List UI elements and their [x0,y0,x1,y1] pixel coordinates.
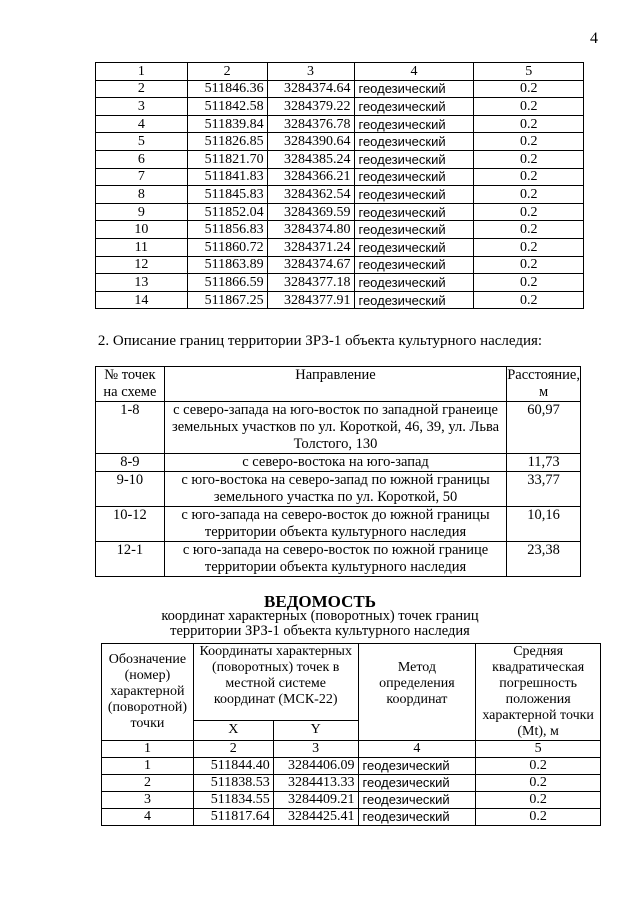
coord-y: 3284369.59 [267,203,354,221]
table-row [96,150,584,168]
table-row [96,98,584,116]
point-number: 11 [96,238,188,256]
coord-y: 3284385.24 [267,150,354,168]
coord-x: 511866.59 [187,274,267,292]
point-number: 4 [96,115,188,133]
coord-y: 3284390.64 [267,133,354,151]
vedomost-subtitle-line: координат характерных (поворотных) точек границ [161,608,479,624]
vedomost-subtitle [0,609,640,639]
method: геодезический [354,98,474,116]
coord-y: 3284379.22 [267,98,354,116]
table-row [96,186,584,204]
column-number: 5 [476,741,601,758]
coord-x: 511845.83 [187,186,267,204]
table-row [96,542,581,577]
coord-x: 511841.83 [187,168,267,186]
table-row [96,402,581,454]
point-number: 9 [96,203,188,221]
vedomost-table [101,643,601,826]
coord-y: 3284374.67 [267,256,354,274]
coord-y: 3284377.18 [267,274,354,292]
point-number: 6 [96,150,188,168]
coord-y: 3284413.33 [273,775,358,792]
segment-distance: 11,73 [507,454,581,472]
error: 0.2 [474,168,584,186]
coord-y: 3284409.21 [273,792,358,809]
method: геодезический [354,168,474,186]
header-cell: 3 [267,63,354,81]
method: геодезический [354,186,474,204]
table-row [96,238,584,256]
table-row [96,115,584,133]
error: 0.2 [474,98,584,116]
table-header-row [96,367,581,402]
error: 0.2 [474,291,584,309]
segment-direction: с северо-запада на юго-восток по западной гранеице земельных участков по ул. Короткой, 46, 39, ул. Льва Толстого, 130 [164,402,506,454]
column-number: 2 [193,741,273,758]
coord-x: 511817.64 [193,809,273,826]
coord-x: 511821.70 [187,150,267,168]
error: 0.2 [476,809,601,826]
coord-x: 511863.89 [187,256,267,274]
table-row [102,809,601,826]
point-number: 14 [96,291,188,309]
error: 0.2 [476,758,601,775]
header-cell: 1 [96,63,188,81]
method: геодезический [354,238,474,256]
method: геодезический [354,256,474,274]
method: геодезический [354,150,474,168]
header-coordinates: Координаты характерных (поворотных) точек в местной системе координат (МСК-22) [193,644,358,721]
error: 0.2 [474,133,584,151]
error: 0.2 [474,256,584,274]
header-y: Y [273,720,358,740]
header-cell: 2 [187,63,267,81]
table-row [96,507,581,542]
table-header-row [96,63,584,81]
coord-x: 511834.55 [193,792,273,809]
point-number: 5 [96,133,188,151]
coord-y: 3284374.80 [267,221,354,239]
method: геодезический [354,115,474,133]
header-cell: 4 [354,63,474,81]
error: 0.2 [474,80,584,98]
header-direction: Направление [164,367,506,402]
point-number: 1 [102,758,194,775]
column-number: 4 [358,741,476,758]
method: геодезический [354,133,474,151]
segment-distance: 60,97 [507,402,581,454]
error: 0.2 [474,186,584,204]
point-number: 12 [96,256,188,274]
vedomost-title: ВЕДОМОСТЬ [264,592,376,611]
segment-points: 9-10 [96,472,165,507]
segment-points: 12-1 [96,542,165,577]
table-header-row [102,644,601,721]
coord-y: 3284362.54 [267,186,354,204]
table-row [96,80,584,98]
segment-points: 1-8 [96,402,165,454]
point-number: 2 [102,775,194,792]
point-number: 13 [96,274,188,292]
table-row [102,775,601,792]
table-row [96,133,584,151]
error: 0.2 [474,115,584,133]
method: геодезический [358,792,476,809]
boundary-description-table [95,366,581,577]
point-number: 3 [96,98,188,116]
point-number: 8 [96,186,188,204]
coord-y: 3284406.09 [273,758,358,775]
error: 0.2 [474,221,584,239]
section-2-heading: 2. Описание границ территории ЗРЗ-1 объекта культурного наследия: [97,333,543,349]
coord-y: 3284366.21 [267,168,354,186]
method: геодезический [354,221,474,239]
table-row [96,168,584,186]
table-row [96,291,584,309]
header-designation: Обозначение (номер) характерной (поворотной) точки [102,644,194,741]
coord-x: 511844.40 [193,758,273,775]
coord-x: 511852.04 [187,203,267,221]
table-row [96,454,581,472]
vedomost-subtitle-line: территории ЗРЗ-1 объекта культурного наследия [170,623,470,639]
method: геодезический [358,758,476,775]
segment-direction: с юго-востока на северо-запад по южной границы земельного участка по ул. Короткой, 50 [164,472,506,507]
error: 0.2 [474,238,584,256]
coord-x: 511842.58 [187,98,267,116]
coord-x: 511867.25 [187,291,267,309]
coord-y: 3284371.24 [267,238,354,256]
point-number: 2 [96,80,188,98]
segment-points: 8-9 [96,454,165,472]
header-points: № точек на схеме [96,367,165,402]
coord-x: 511838.53 [193,775,273,792]
segment-direction: с северо-востока на юго-запад [164,454,506,472]
column-number: 3 [273,741,358,758]
column-number: 1 [102,741,194,758]
page-number: 4 [590,30,598,47]
error: 0.2 [474,203,584,221]
coord-y: 3284425.41 [273,809,358,826]
coord-x: 511860.72 [187,238,267,256]
table-row [96,256,584,274]
header-x: X [193,720,273,740]
table-row [102,792,601,809]
error: 0.2 [474,274,584,292]
segment-direction: с юго-запада на северо-восток до южной границы территории объекта культурного наследия [164,507,506,542]
header-method: Метод определения координат [358,644,476,741]
segment-distance: 10,16 [507,507,581,542]
segment-points: 10-12 [96,507,165,542]
coord-x: 511846.36 [187,80,267,98]
method: геодезический [354,291,474,309]
segment-distance: 33,77 [507,472,581,507]
table-row [96,274,584,292]
segment-distance: 23,38 [507,542,581,577]
coord-y: 3284376.78 [267,115,354,133]
method: геодезический [354,274,474,292]
method: геодезический [358,775,476,792]
header-cell: 5 [474,63,584,81]
table-row [102,758,601,775]
table-row [96,203,584,221]
point-number: 10 [96,221,188,239]
header-distance: Расстояние, м [507,367,580,400]
coord-x: 511856.83 [187,221,267,239]
point-number: 4 [102,809,194,826]
method: геодезический [358,809,476,826]
column-number-row [102,741,601,758]
method: геодезический [354,203,474,221]
segment-direction: с юго-запада на северо-восток по южной границе территории объекта культурного наследия [164,542,506,577]
coord-x: 511826.85 [187,133,267,151]
point-number: 7 [96,168,188,186]
point-number: 3 [102,792,194,809]
error: 0.2 [474,150,584,168]
error: 0.2 [476,775,601,792]
table-row [96,472,581,507]
coord-x: 511839.84 [187,115,267,133]
error: 0.2 [476,792,601,809]
coord-y: 3284374.64 [267,80,354,98]
table-row [96,221,584,239]
coord-y: 3284377.91 [267,291,354,309]
method: геодезический [354,80,474,98]
header-error: Средняя квадратическая погрешность положения характерной точки (Mt), м [476,644,601,741]
coordinates-table-continued [95,62,584,309]
